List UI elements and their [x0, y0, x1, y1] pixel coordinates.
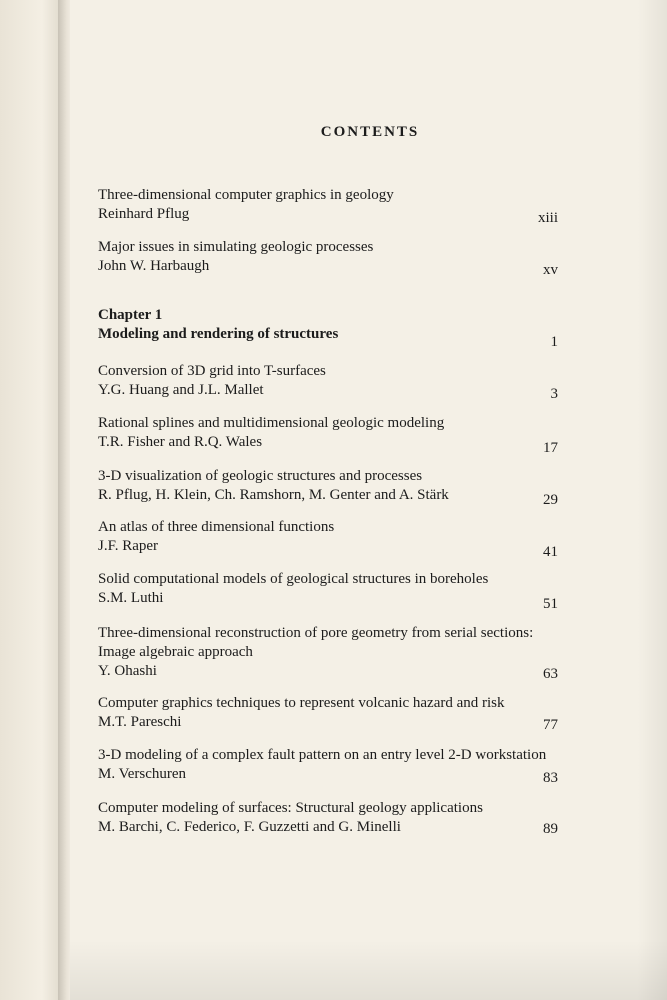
entry-authors: Y.G. Huang and J.L. Mallet [98, 382, 264, 398]
contents-page [70, 0, 667, 1000]
entry-page-number: 83 [543, 770, 558, 786]
entry-page-number: 89 [543, 821, 558, 837]
entry-page-number: xv [543, 262, 558, 278]
entry-title: 3-D visualization of geologic structures and processes [98, 468, 423, 484]
entry-title: Three-dimensional computer graphics in geology [98, 187, 394, 203]
entry-page-number: 1 [550, 334, 558, 350]
entry-page-number: 51 [543, 596, 558, 612]
entry-title: Major issues in simulating geologic processes [98, 239, 374, 255]
entry-page-number: 17 [543, 440, 558, 456]
chapter-title: Modeling and rendering of structures [98, 326, 339, 342]
entry-title: Solid computational models of geological structures in boreholes [98, 571, 489, 587]
entry-authors: J.F. Raper [98, 538, 159, 554]
entry-authors: R. Pflug, H. Klein, Ch. Ramshorn, M. Genter and A. Stärk [98, 487, 449, 503]
entry-authors: M. Verschuren [98, 766, 187, 782]
entry-authors: T.R. Fisher and R.Q. Wales [98, 434, 263, 450]
entry-subtitle: Image algebraic approach [98, 644, 253, 660]
entry-title: An atlas of three dimensional functions [98, 519, 335, 535]
entry-page-number: 77 [543, 717, 558, 733]
entry-page-number: 63 [543, 666, 558, 682]
chapter-number: Chapter 1 [98, 307, 163, 323]
entry-authors: John W. Harbaugh [98, 258, 210, 274]
entry-authors: M.T. Pareschi [98, 714, 182, 730]
entry-authors: Y. Ohashi [98, 663, 157, 679]
entry-page-number: 41 [543, 544, 558, 560]
entry-page-number: 29 [543, 492, 558, 508]
entry-authors: M. Barchi, C. Federico, F. Guzzetti and G. Minelli [98, 819, 401, 835]
entry-page-number: xiii [537, 210, 558, 226]
entry-authors: Reinhard Pflug [98, 206, 190, 222]
page-title: CONTENTS [320, 124, 420, 140]
entry-title: Conversion of 3D grid into T-surfaces [98, 363, 326, 379]
entry-authors: S.M. Luthi [98, 590, 164, 606]
entry-title: Computer modeling of surfaces: Structural geology applications [98, 800, 483, 816]
entry-title: Three-dimensional reconstruction of pore geometry from serial sections: [98, 625, 534, 641]
entry-page-number: 3 [550, 386, 558, 402]
entry-title: Rational splines and multidimensional geologic modeling [98, 415, 445, 431]
entry-title: Computer graphics techniques to represent volcanic hazard and risk [98, 695, 505, 711]
left-page-edge [0, 0, 60, 1000]
entry-title: 3-D modeling of a complex fault pattern on an entry level 2-D workstation [98, 747, 547, 763]
